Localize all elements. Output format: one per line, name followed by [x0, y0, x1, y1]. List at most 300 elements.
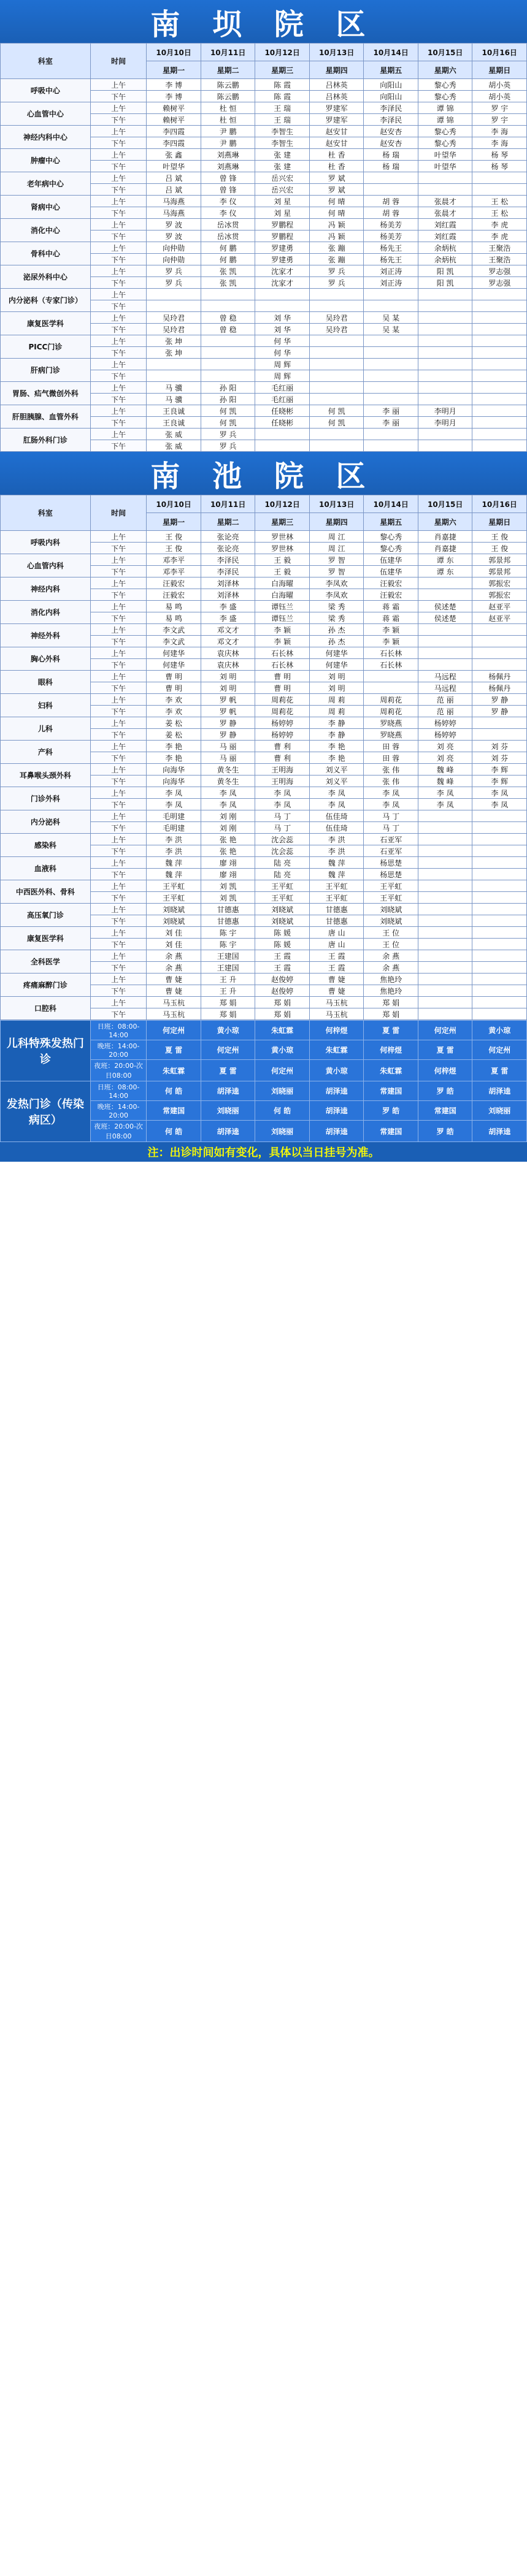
schedule-cell: 李泽民 [364, 114, 418, 126]
schedule-cell: 孙 阳 [201, 394, 255, 405]
schedule-cell: 张 艳 [201, 845, 255, 857]
schedule-cell: 罗 波 [147, 231, 201, 242]
schedule-cell [472, 172, 527, 184]
schedule-cell: 杜 香 [309, 161, 364, 172]
schedule-cell [364, 289, 418, 300]
schedule-cell: 杨 琴 [472, 149, 527, 161]
schedule-cell: 马玉杭 [147, 997, 201, 1008]
department-name: 胸心外科 [1, 647, 91, 671]
header-date: 10月11日 [201, 44, 255, 61]
schedule-cell: 郑 娟 [201, 997, 255, 1008]
schedule-cell: 魏 萍 [309, 857, 364, 869]
schedule-cell: 沈会蕊 [255, 845, 310, 857]
department-name: 产科 [1, 741, 91, 764]
schedule-cell: 任晓彬 [255, 405, 310, 417]
schedule-cell: 沈会蕊 [255, 834, 310, 845]
schedule-cell: 上午 [90, 405, 147, 417]
schedule-cell: 沈家才 [255, 265, 310, 277]
schedule-cell: 肖嘉捷 [418, 531, 472, 543]
schedule-cell: 郑 娟 [255, 997, 310, 1008]
schedule-cell: 刘 芬 [472, 741, 527, 752]
schedule-cell [472, 717, 527, 729]
schedule-cell: 上午 [90, 554, 147, 566]
schedule-cell [472, 405, 527, 417]
schedule-cell: 李凤欢 [309, 589, 364, 601]
schedule-cell: 陈 霞 [255, 91, 310, 102]
schedule-cell: 上午 [90, 950, 147, 962]
schedule-cell: 李 虎 [472, 219, 527, 231]
schedule-cell: 何建华 [309, 659, 364, 671]
schedule-cell: 黎心秀 [364, 531, 418, 543]
schedule-cell: 张 威 [147, 429, 201, 440]
schedule-cell: 下午 [90, 417, 147, 429]
fever_label: 发热门诊（传染病区） [1, 1081, 91, 1142]
schedule-cell: 焦艳玲 [364, 974, 418, 985]
schedule-cell: 李 博 [147, 91, 201, 102]
schedule-cell [309, 289, 364, 300]
schedule-cell: 李 静 [309, 717, 364, 729]
duty-doctor: 朱虹霖 [147, 1060, 201, 1081]
schedule-cell: 赖树平 [147, 102, 201, 114]
schedule-cell: 张 建 [255, 161, 310, 172]
schedule-cell: 马玉杭 [309, 1008, 364, 1020]
schedule-cell: 陆 亮 [255, 869, 310, 880]
schedule-cell: 罗 波 [147, 219, 201, 231]
header-time: 时间 [90, 44, 147, 79]
schedule-cell: 曹 婕 [309, 974, 364, 985]
schedule-cell [201, 347, 255, 359]
schedule-cell: 马海燕 [147, 196, 201, 207]
schedule-cell: 唐 山 [309, 927, 364, 939]
schedule-cell: 上午 [90, 219, 147, 231]
schedule-cell: 罗 帆 [201, 706, 255, 717]
schedule-cell: 杜 恒 [201, 114, 255, 126]
duty-doctor: 罗 皓 [364, 1101, 418, 1121]
nanchi-schedule-table [0, 495, 527, 1020]
schedule-cell: 叶望华 [418, 161, 472, 172]
schedule-cell: 石长林 [255, 659, 310, 671]
schedule-cell: 王 毅 [255, 566, 310, 577]
schedule-cell [418, 172, 472, 184]
schedule-cell: 刘燕琳 [201, 149, 255, 161]
schedule-cell: 杨先王 [364, 242, 418, 254]
duty-doctor: 何梓煜 [309, 1021, 364, 1040]
schedule-cell: 下午 [90, 869, 147, 880]
schedule-cell: 下午 [90, 370, 147, 382]
schedule-cell: 刘红霞 [418, 231, 472, 242]
schedule-cell: 李文武 [147, 624, 201, 636]
schedule-cell: 肖嘉捷 [418, 543, 472, 554]
department-name: 门诊外科 [1, 787, 91, 810]
schedule-cell: 刘红霞 [418, 219, 472, 231]
schedule-cell [418, 892, 472, 904]
header-date: 10月15日 [418, 44, 472, 61]
schedule-cell [364, 394, 418, 405]
schedule-cell: 王明海 [255, 775, 310, 787]
duty-doctor: 常建国 [364, 1081, 418, 1101]
schedule-cell [364, 682, 418, 694]
schedule-cell: 王 霞 [309, 962, 364, 974]
schedule-cell [255, 440, 310, 452]
schedule-cell [309, 440, 364, 452]
schedule-cell: 邓文才 [201, 636, 255, 647]
header-date: 10月13日 [309, 495, 364, 513]
header-date: 10月14日 [364, 495, 418, 513]
schedule-cell: 刘 明 [201, 682, 255, 694]
schedule-cell: 上午 [90, 429, 147, 440]
schedule-cell: 刘泽林 [201, 577, 255, 589]
schedule-cell [418, 624, 472, 636]
schedule-cell [418, 289, 472, 300]
department-name: 耳鼻喉头颈外科 [1, 764, 91, 787]
schedule-cell: 李 颖 [255, 624, 310, 636]
schedule-cell [418, 440, 472, 452]
department-name: 感染科 [1, 834, 91, 857]
header-dept: 科室 [1, 495, 91, 531]
schedule-cell: 李 仪 [201, 207, 255, 219]
schedule-cell [418, 370, 472, 382]
schedule-cell: 刘晓斌 [255, 904, 310, 915]
schedule-cell: 罗 智 [309, 554, 364, 566]
schedule-cell [418, 939, 472, 950]
schedule-cell: 李 艳 [309, 741, 364, 752]
schedule-cell: 陆 亮 [255, 857, 310, 869]
schedule-cell: 赵安甘 [309, 137, 364, 149]
schedule-cell [418, 394, 472, 405]
schedule-cell: 上午 [90, 126, 147, 137]
schedule-cell: 王 升 [201, 974, 255, 985]
header-weekday: 星期六 [418, 513, 472, 531]
schedule-cell: 曾 锋 [201, 172, 255, 184]
schedule-cell: 陈 媛 [255, 939, 310, 950]
schedule-cell: 张 鑫 [147, 149, 201, 161]
department-name: 高压氧门诊 [1, 904, 91, 927]
schedule-cell [309, 429, 364, 440]
schedule-cell: 郑 娟 [255, 1008, 310, 1020]
schedule-cell: 李 颖 [364, 636, 418, 647]
schedule-cell: 汪毅宏 [147, 577, 201, 589]
schedule-cell [472, 962, 527, 974]
schedule-cell: 赵安杏 [364, 126, 418, 137]
schedule-cell: 李 洪 [147, 834, 201, 845]
schedule-cell: 何建华 [309, 647, 364, 659]
schedule-cell: 王 瑞 [255, 102, 310, 114]
schedule-cell: 李 凤 [201, 799, 255, 810]
schedule-cell: 魏 峰 [418, 764, 472, 775]
duty-doctor: 朱虹霖 [364, 1060, 418, 1081]
schedule-cell: 向海华 [147, 775, 201, 787]
schedule-cell: 姜 松 [147, 717, 201, 729]
schedule-cell: 胡 蓉 [364, 207, 418, 219]
schedule-cell: 李 虎 [472, 231, 527, 242]
department-name: 康复医学科 [1, 927, 91, 950]
schedule-cell: 刘泽林 [201, 589, 255, 601]
schedule-cell: 上午 [90, 601, 147, 612]
schedule-cell: 下午 [90, 822, 147, 834]
schedule-cell: 何建华 [147, 659, 201, 671]
schedule-cell: 李 洪 [147, 845, 201, 857]
schedule-cell: 王平虹 [309, 892, 364, 904]
schedule-cell: 甘德惠 [201, 904, 255, 915]
schedule-cell: 曾 稳 [201, 312, 255, 324]
schedule-cell: 马 丁 [364, 810, 418, 822]
schedule-cell: 罗 兵 [147, 277, 201, 289]
schedule-cell: 石长林 [255, 647, 310, 659]
schedule-cell: 李 凤 [472, 787, 527, 799]
duty-doctor: 常建国 [147, 1101, 201, 1121]
schedule-cell: 伍佳琦 [309, 822, 364, 834]
duty-doctor: 刘晓丽 [255, 1081, 310, 1101]
banner-nanchi: 南 池 院 区 [0, 452, 527, 495]
schedule-cell [418, 997, 472, 1008]
schedule-cell [418, 950, 472, 962]
schedule-cell: 上午 [90, 102, 147, 114]
schedule-cell [364, 347, 418, 359]
schedule-cell: 何 凯 [309, 417, 364, 429]
schedule-cell: 范 丽 [418, 706, 472, 717]
schedule-cell: 郭景邦 [472, 566, 527, 577]
schedule-cell: 李 丽 [364, 417, 418, 429]
schedule-cell: 李 凤 [364, 799, 418, 810]
schedule-cell: 谭钰兰 [255, 612, 310, 624]
header-weekday: 星期日 [472, 513, 527, 531]
schedule-cell: 何 晴 [309, 207, 364, 219]
schedule-cell: 李 凤 [147, 799, 201, 810]
schedule-cell: 黎心秀 [418, 137, 472, 149]
header-weekday: 星期一 [147, 61, 201, 79]
schedule-cell: 陈云鹏 [201, 79, 255, 91]
schedule-cell: 下午 [90, 207, 147, 219]
schedule-cell: 刘晓斌 [147, 904, 201, 915]
duty-doctor: 朱虹霖 [309, 1040, 364, 1060]
schedule-cell [309, 382, 364, 394]
schedule-cell: 赵俊婷 [255, 985, 310, 997]
schedule-cell: 李 凤 [147, 787, 201, 799]
duty-doctor: 罗 皓 [418, 1081, 472, 1101]
schedule-cell: 廖 翊 [201, 869, 255, 880]
department-name: 中西医外科、骨科 [1, 880, 91, 904]
schedule-cell [472, 417, 527, 429]
schedule-cell: 下午 [90, 892, 147, 904]
schedule-cell [472, 659, 527, 671]
schedule-cell: 刘义平 [309, 764, 364, 775]
schedule-cell: 张 坤 [147, 347, 201, 359]
schedule-cell: 王平虹 [364, 880, 418, 892]
schedule-cell: 上午 [90, 810, 147, 822]
duty-doctor: 胡泽逵 [309, 1081, 364, 1101]
schedule-cell [364, 172, 418, 184]
duty-doctor: 胡泽逵 [309, 1101, 364, 1121]
schedule-cell: 周 莉 [309, 694, 364, 706]
schedule-cell: 曹 利 [255, 752, 310, 764]
schedule-cell [364, 370, 418, 382]
schedule-cell: 阳 凯 [418, 265, 472, 277]
schedule-cell: 谭 锦 [418, 114, 472, 126]
schedule-cell: 刘正涛 [364, 277, 418, 289]
schedule-cell: 上午 [90, 857, 147, 869]
department-name: 肝病门诊 [1, 359, 91, 382]
schedule-cell: 赵安甘 [309, 126, 364, 137]
header-date: 10月10日 [147, 495, 201, 513]
schedule-cell: 李 颖 [255, 636, 310, 647]
schedule-cell: 罗晓燕 [364, 717, 418, 729]
schedule-cell: 邓李平 [147, 554, 201, 566]
duty-doctor: 何定州 [255, 1060, 310, 1081]
schedule-cell: 罗 宇 [472, 102, 527, 114]
schedule-cell: 余炳杭 [418, 242, 472, 254]
schedule-cell: 李四霞 [147, 137, 201, 149]
duty-doctor: 常建国 [418, 1101, 472, 1121]
schedule-cell [472, 289, 527, 300]
duty-doctor: 常建国 [364, 1121, 418, 1142]
schedule-cell: 下午 [90, 845, 147, 857]
schedule-cell: 焦艳玲 [364, 985, 418, 997]
schedule-cell: 黎心秀 [418, 79, 472, 91]
schedule-cell [201, 289, 255, 300]
schedule-cell: 陈 霞 [255, 79, 310, 91]
schedule-cell: 周莉花 [364, 694, 418, 706]
schedule-cell: 岳冰贯 [201, 219, 255, 231]
schedule-cell: 黎心秀 [418, 91, 472, 102]
duty-time: 晚班：14:00-20:00 [90, 1101, 147, 1121]
duty-doctor: 黄小琼 [309, 1060, 364, 1081]
schedule-cell: 刘 亮 [418, 752, 472, 764]
schedule-cell: 任晓彬 [255, 417, 310, 429]
schedule-cell: 冯 颖 [309, 219, 364, 231]
header-weekday: 星期五 [364, 61, 418, 79]
schedule-cell: 伍建华 [364, 554, 418, 566]
schedule-cell: 何 鹏 [201, 242, 255, 254]
header-weekday: 星期三 [255, 513, 310, 531]
schedule-cell: 李 辉 [472, 775, 527, 787]
duty-doctor: 何 皓 [147, 1121, 201, 1142]
schedule-cell: 上午 [90, 997, 147, 1008]
schedule-cell: 姜 松 [147, 729, 201, 741]
schedule-cell: 王 瑞 [255, 114, 310, 126]
schedule-cell: 汪毅宏 [364, 577, 418, 589]
schedule-cell: 张 凯 [201, 265, 255, 277]
schedule-cell: 刘晓斌 [364, 904, 418, 915]
schedule-cell: 何 晴 [309, 196, 364, 207]
schedule-cell [364, 184, 418, 196]
schedule-cell: 何 华 [255, 335, 310, 347]
schedule-cell: 李 辉 [472, 764, 527, 775]
schedule-cell: 李 艳 [309, 752, 364, 764]
schedule-cell: 刘 明 [201, 671, 255, 682]
department-name: 内分泌科（专家门诊） [1, 289, 91, 312]
schedule-cell [472, 915, 527, 927]
schedule-cell: 陈 宇 [201, 927, 255, 939]
duty-doctor: 何梓煜 [364, 1040, 418, 1060]
schedule-cell: 上午 [90, 904, 147, 915]
schedule-cell [364, 429, 418, 440]
schedule-cell: 上午 [90, 671, 147, 682]
schedule-cell: 袁庆林 [201, 647, 255, 659]
department-name: 神经内科 [1, 577, 91, 601]
schedule-cell [472, 324, 527, 335]
schedule-cell: 王平虹 [255, 880, 310, 892]
schedule-cell: 王 俊 [147, 543, 201, 554]
schedule-cell [418, 300, 472, 312]
schedule-cell [255, 289, 310, 300]
schedule-cell: 李智生 [255, 137, 310, 149]
schedule-cell [418, 845, 472, 857]
schedule-cell: 罗建军 [309, 102, 364, 114]
schedule-cell: 下午 [90, 91, 147, 102]
schedule-cell: 石亚军 [364, 834, 418, 845]
schedule-cell: 余 燕 [147, 962, 201, 974]
department-name: PICC门诊 [1, 335, 91, 359]
schedule-cell [418, 927, 472, 939]
department-name: 眼科 [1, 671, 91, 694]
schedule-cell: 刘 星 [255, 196, 310, 207]
schedule-cell [418, 184, 472, 196]
schedule-cell: 罗 兵 [309, 265, 364, 277]
schedule-cell [472, 834, 527, 845]
schedule-cell: 杨婷婷 [255, 717, 310, 729]
schedule-cell [472, 810, 527, 822]
schedule-cell [418, 429, 472, 440]
schedule-cell: 黎心秀 [364, 543, 418, 554]
schedule-cell: 蒋 霜 [364, 601, 418, 612]
duty-doctor: 夏 雷 [364, 1021, 418, 1040]
schedule-cell: 毛明建 [147, 810, 201, 822]
schedule-cell: 石亚军 [364, 845, 418, 857]
schedule-cell [472, 647, 527, 659]
schedule-cell: 下午 [90, 775, 147, 787]
schedule-cell: 甘德惠 [309, 915, 364, 927]
schedule-cell: 王 松 [472, 207, 527, 219]
schedule-cell [418, 659, 472, 671]
schedule-cell: 易 鸣 [147, 601, 201, 612]
schedule-cell: 李 盛 [201, 612, 255, 624]
schedule-cell: 王 俊 [472, 543, 527, 554]
schedule-cell: 李 丽 [364, 405, 418, 417]
schedule-cell: 周 辉 [255, 370, 310, 382]
schedule-cell: 刘燕琳 [201, 161, 255, 172]
schedule-cell: 甘德惠 [309, 904, 364, 915]
schedule-cell [472, 869, 527, 880]
schedule-cell: 陈 宇 [201, 939, 255, 950]
schedule-cell [472, 312, 527, 324]
duty-doctor: 胡泽逵 [472, 1081, 527, 1101]
schedule-cell [472, 950, 527, 962]
department-name: 内分泌科 [1, 810, 91, 834]
header-weekday: 星期日 [472, 61, 527, 79]
schedule-cell: 李智生 [255, 126, 310, 137]
schedule-cell [364, 382, 418, 394]
schedule-cell: 郑 娟 [364, 997, 418, 1008]
schedule-cell: 张 蹦 [309, 254, 364, 265]
schedule-cell [472, 359, 527, 370]
schedule-cell: 王平虹 [255, 892, 310, 904]
schedule-cell [418, 810, 472, 822]
schedule-cell: 赵亚平 [472, 601, 527, 612]
schedule-cell: 李明月 [418, 405, 472, 417]
header-weekday: 星期三 [255, 61, 310, 79]
schedule-cell [418, 962, 472, 974]
schedule-cell: 罗志强 [472, 277, 527, 289]
schedule-cell: 刘 佳 [147, 927, 201, 939]
schedule-cell: 罗 斌 [309, 172, 364, 184]
header-date: 10月12日 [255, 44, 310, 61]
schedule-cell: 马玉杭 [309, 997, 364, 1008]
schedule-cell: 下午 [90, 300, 147, 312]
schedule-cell: 黄冬生 [201, 775, 255, 787]
schedule-cell: 孙 阳 [201, 382, 255, 394]
schedule-cell: 罗志强 [472, 265, 527, 277]
schedule-cell [472, 1008, 527, 1020]
